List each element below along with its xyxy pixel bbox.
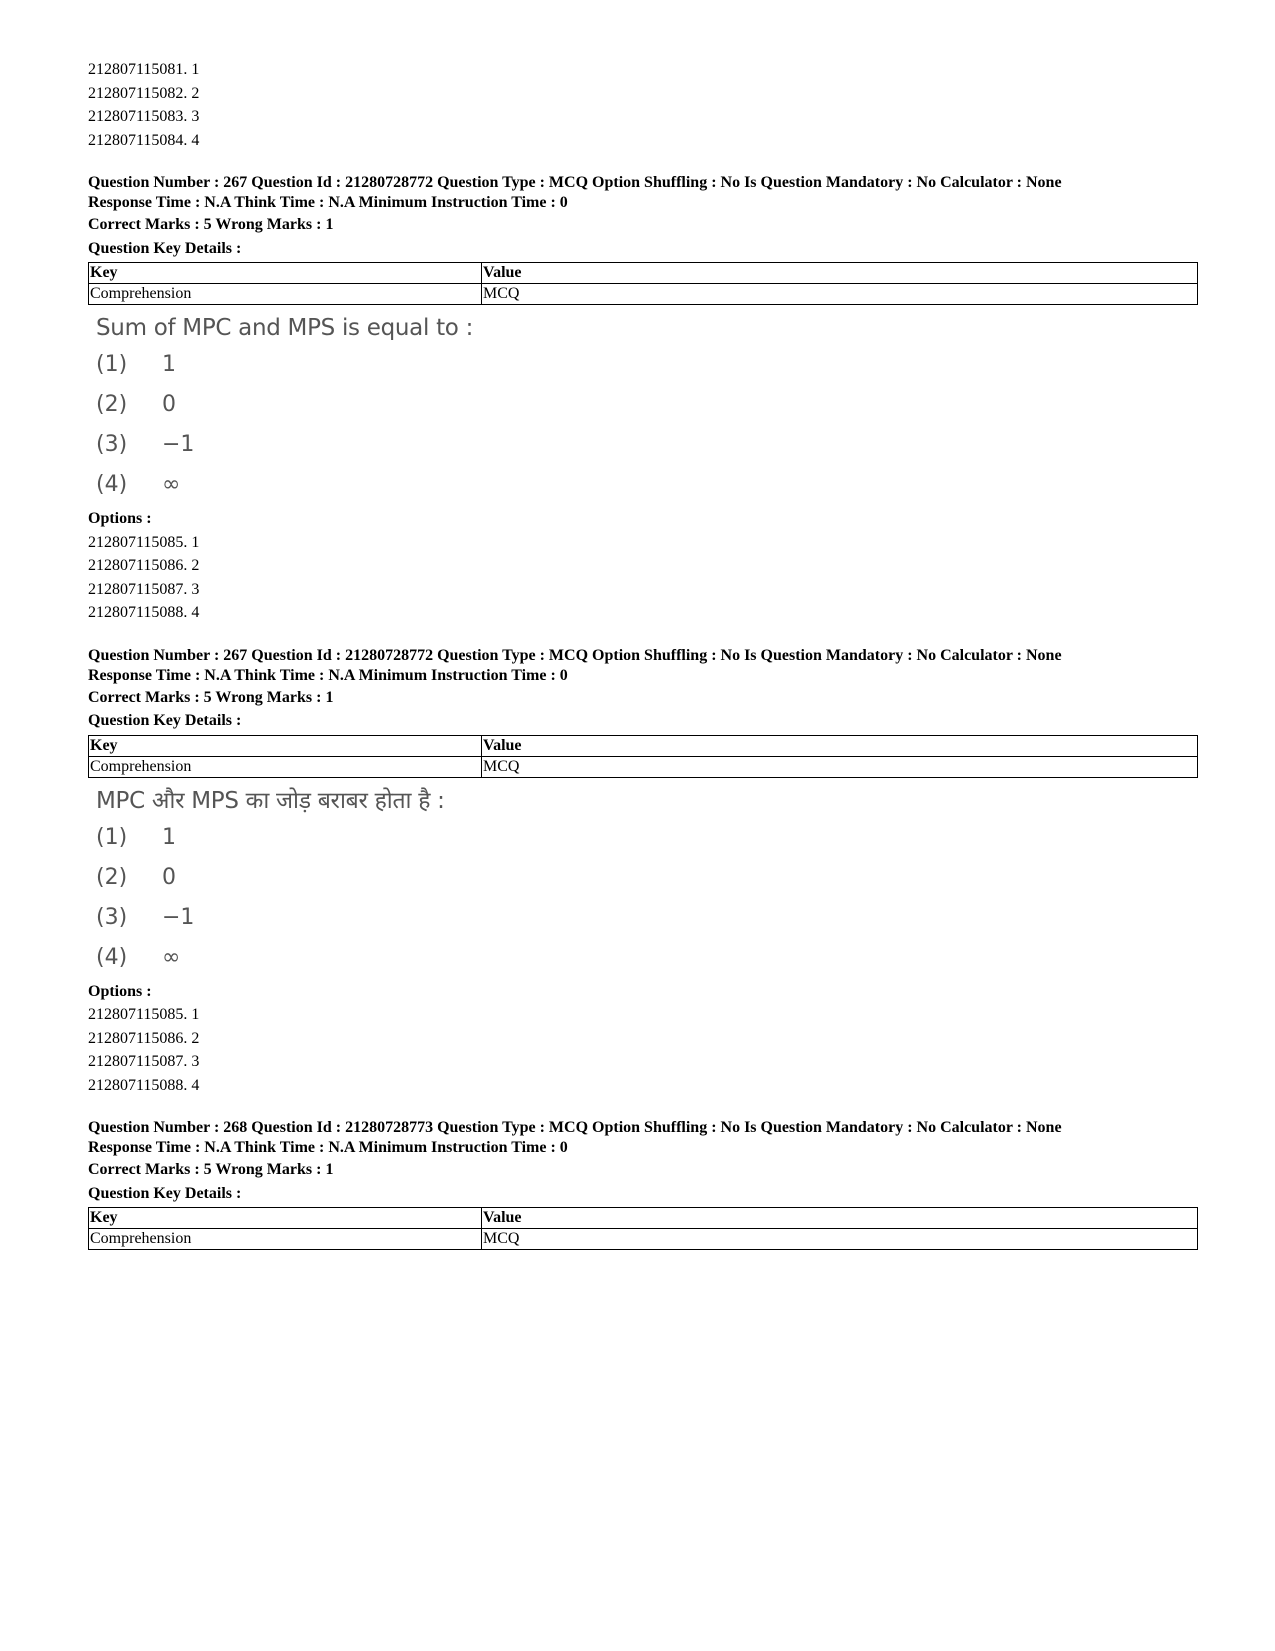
table-header-key: Key bbox=[89, 263, 482, 284]
option-item: 212807115085. 1 bbox=[88, 1006, 200, 1023]
question-header: Question Number : 267 Question Id : 21280728772 Question Type : MCQ Option Shuffling : No Is Question Mandatory : No Calculator : None bbox=[88, 174, 1062, 191]
choice-number: (4) bbox=[96, 944, 128, 970]
table-row bbox=[89, 735, 1198, 756]
option-item: 212807115088. 4 bbox=[88, 1076, 200, 1094]
table-header-key: Key bbox=[89, 735, 482, 756]
table-header-value: Value bbox=[482, 263, 1198, 284]
table-cell-value: MCQ bbox=[482, 756, 1198, 777]
question-text: MPC और MPS का जोड़ बराबर होता है : bbox=[96, 787, 445, 814]
question-timing: Response Time : N.A Think Time : N.A Minimum Instruction Time : 0 bbox=[88, 194, 568, 211]
option-item: 212807115086. 2 bbox=[88, 557, 200, 574]
choice-number: (3) bbox=[96, 904, 128, 930]
question-key-details-label: Question Key Details : bbox=[88, 239, 242, 257]
option-item: 212807115087. 3 bbox=[88, 580, 200, 598]
table-row bbox=[89, 1208, 1198, 1229]
choice-text: ∞ bbox=[162, 944, 181, 970]
question-text: Sum of MPC and MPS is equal to : bbox=[96, 315, 474, 341]
choice-item bbox=[96, 345, 1198, 385]
choice-item bbox=[96, 898, 1198, 938]
table-row bbox=[89, 1229, 1198, 1250]
choice-text: 0 bbox=[162, 864, 176, 890]
table-cell-value: MCQ bbox=[482, 284, 1198, 305]
table-row bbox=[89, 263, 1198, 284]
choice-item bbox=[96, 818, 1198, 858]
question-header: Question Number : 268 Question Id : 21280728773 Question Type : MCQ Option Shuffling : No Is Question Mandatory : No Calculator : None bbox=[88, 1119, 1062, 1136]
choice-item bbox=[96, 385, 1198, 425]
option-item: 212807115086. 2 bbox=[88, 1029, 200, 1047]
question-key-details-label: Question Key Details : bbox=[88, 712, 242, 729]
question-key-table bbox=[88, 1207, 1198, 1250]
choice-text: ∞ bbox=[162, 472, 181, 497]
choice-number: (1) bbox=[96, 352, 128, 377]
question-key-table bbox=[88, 262, 1198, 305]
choice-number: (1) bbox=[96, 824, 128, 850]
question-timing: Response Time : N.A Think Time : N.A Minimum Instruction Time : 0 bbox=[88, 1139, 568, 1156]
table-header-value: Value bbox=[482, 735, 1198, 756]
option-item: 212807115085. 1 bbox=[88, 533, 200, 551]
question-key-table bbox=[88, 735, 1198, 778]
choice-text: 0 bbox=[162, 392, 176, 417]
table-header-key: Key bbox=[89, 1208, 482, 1229]
table-header-value: Value bbox=[482, 1208, 1198, 1229]
option-item: 212807115087. 3 bbox=[88, 1053, 200, 1070]
choice-item bbox=[96, 425, 1198, 465]
option-item: 212807115083. 3 bbox=[88, 108, 200, 125]
option-item: 212807115082. 2 bbox=[88, 84, 200, 102]
table-cell-key: Comprehension bbox=[89, 1229, 482, 1250]
table-cell-value: MCQ bbox=[482, 1229, 1198, 1250]
choice-number: (2) bbox=[96, 392, 128, 417]
choice-item bbox=[96, 858, 1198, 898]
choice-item bbox=[96, 465, 1198, 505]
question-marks: Correct Marks : 5 Wrong Marks : 1 bbox=[88, 216, 334, 233]
question-block bbox=[88, 173, 1198, 625]
choice-text: 1 bbox=[162, 352, 176, 377]
option-item: 212807115088. 4 bbox=[88, 604, 200, 621]
choice-text: −1 bbox=[162, 904, 195, 930]
question-timing: Response Time : N.A Think Time : N.A Minimum Instruction Time : 0 bbox=[88, 666, 568, 684]
question-image bbox=[88, 311, 1198, 505]
table-cell-key: Comprehension bbox=[89, 756, 482, 777]
question-marks: Correct Marks : 5 Wrong Marks : 1 bbox=[88, 1161, 334, 1178]
option-item: 212807115084. 4 bbox=[88, 131, 200, 149]
choice-number: (4) bbox=[96, 472, 128, 497]
choice-item bbox=[96, 938, 1198, 978]
question-key-details-label: Question Key Details : bbox=[88, 1184, 242, 1202]
table-row bbox=[89, 284, 1198, 305]
question-block bbox=[88, 646, 1198, 1098]
options-label: Options : bbox=[88, 982, 152, 1000]
choice-text: −1 bbox=[162, 432, 195, 457]
document-page bbox=[88, 58, 1198, 1256]
question-block bbox=[88, 1118, 1198, 1250]
question-header: Question Number : 267 Question Id : 21280728772 Question Type : MCQ Option Shuffling : No Is Question Mandatory : No Calculator : None bbox=[88, 646, 1062, 664]
question-marks: Correct Marks : 5 Wrong Marks : 1 bbox=[88, 688, 334, 706]
options-list bbox=[88, 58, 1198, 152]
choice-text: 1 bbox=[162, 824, 176, 850]
choice-number: (3) bbox=[96, 432, 128, 457]
table-row bbox=[89, 756, 1198, 777]
table-cell-key: Comprehension bbox=[89, 284, 482, 305]
options-label: Options : bbox=[88, 510, 152, 527]
choice-number: (2) bbox=[96, 864, 128, 890]
question-image bbox=[88, 784, 1198, 978]
option-item: 212807115081. 1 bbox=[88, 61, 200, 78]
